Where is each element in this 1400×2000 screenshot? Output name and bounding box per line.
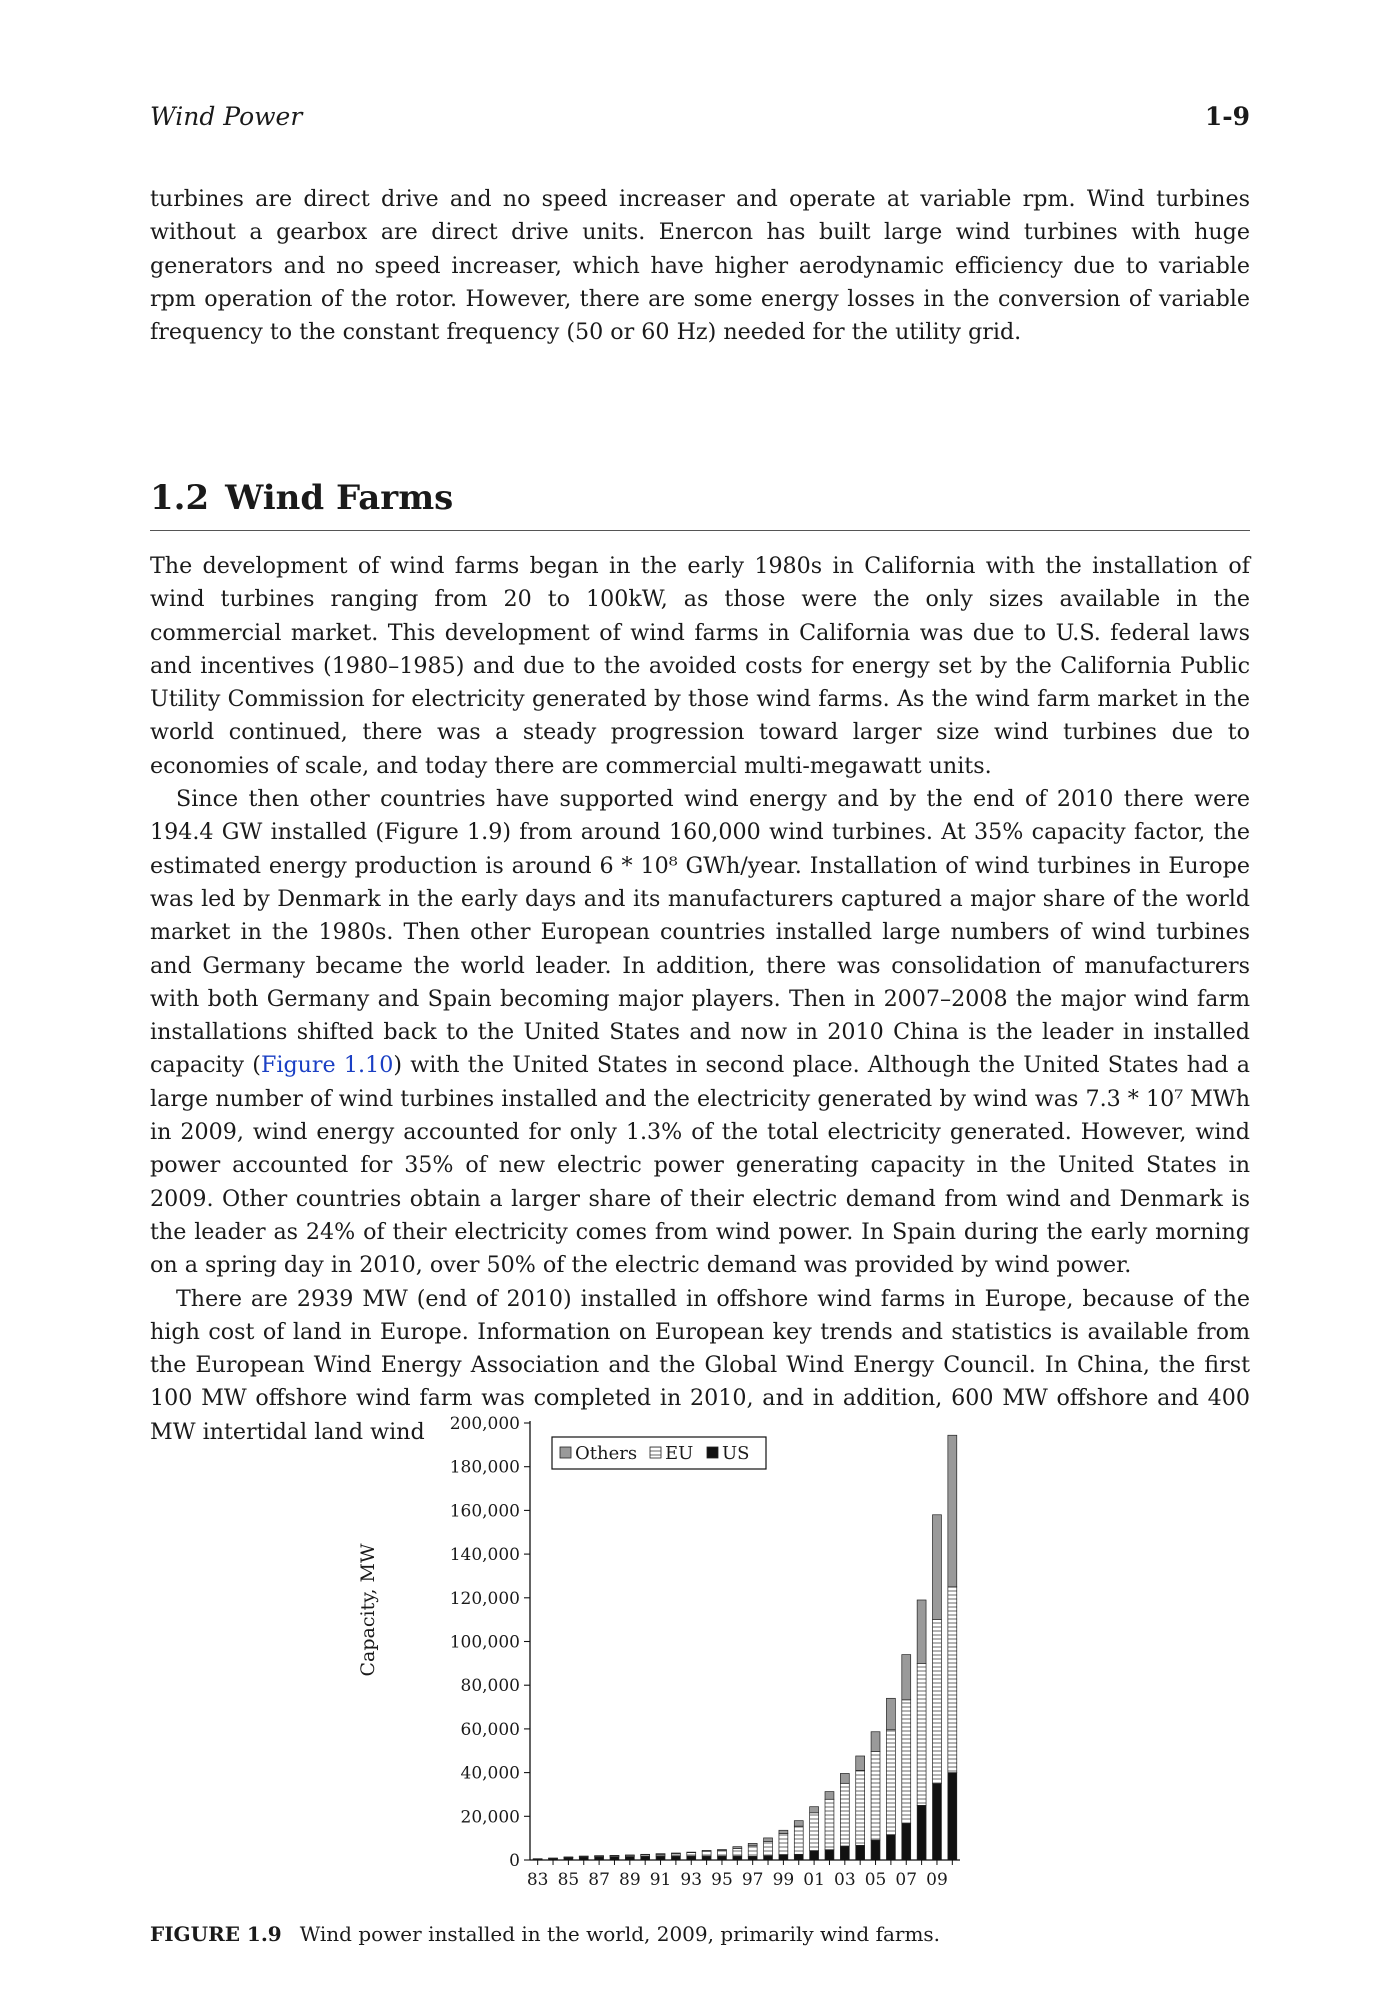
document-page (150, 100, 1250, 1980)
y-tick-label: 120,000 (449, 1588, 520, 1609)
y-tick-label: 60,000 (460, 1719, 520, 1740)
section-title: Wind Farms (225, 478, 454, 518)
bar-us-08 (917, 1805, 926, 1860)
bar-eu-96 (733, 1848, 742, 1856)
bar-others-05 (871, 1732, 880, 1752)
page-number: 1-9 (1204, 102, 1250, 131)
figure-caption-text: Wind power installed in the world, 2009, primarily wind farms. (299, 1922, 941, 1946)
bar-us-04 (856, 1845, 865, 1860)
y-tick-label: 0 (509, 1851, 520, 1871)
bar-us-10 (948, 1773, 957, 1860)
bar-others-00 (794, 1821, 803, 1826)
bar-us-06 (886, 1835, 895, 1860)
bar-us-00 (794, 1854, 803, 1860)
bar-others-91 (656, 1854, 665, 1855)
bar-others-10 (948, 1435, 957, 1587)
running-title: Wind Power (150, 102, 303, 131)
legend-swatch-us (707, 1447, 718, 1458)
running-header (150, 100, 1250, 140)
bar-us-99 (779, 1855, 788, 1860)
x-tick-label: 97 (741, 1870, 764, 1890)
bar-eu-08 (917, 1663, 926, 1805)
section-heading (150, 478, 1250, 531)
bar-others-01 (810, 1807, 819, 1813)
bar-others-90 (641, 1854, 650, 1855)
bar-others-86 (579, 1856, 588, 1857)
bar-eu-03 (840, 1783, 849, 1846)
bar-eu-05 (871, 1752, 880, 1840)
legend-label-eu: EU (665, 1443, 694, 1464)
bar-others-09 (933, 1515, 942, 1620)
bar-others-87 (595, 1856, 604, 1857)
chart-svg (350, 1305, 1050, 1905)
bar-eu-02 (825, 1799, 834, 1849)
bar-eu-01 (810, 1813, 819, 1851)
bar-others-93 (687, 1852, 696, 1853)
y-tick-label: 20,000 (460, 1807, 520, 1828)
y-axis-label: Capacity, MW (357, 1543, 379, 1677)
bar-us-09 (933, 1784, 942, 1860)
legend-label-us: US (722, 1443, 750, 1464)
y-tick-label: 40,000 (460, 1763, 520, 1784)
bar-eu-99 (779, 1834, 788, 1855)
bar-eu-00 (794, 1826, 803, 1854)
bar-eu-04 (856, 1770, 865, 1845)
bar-others-89 (625, 1855, 634, 1856)
bar-others-99 (779, 1830, 788, 1833)
bar-others-96 (733, 1847, 742, 1849)
figure-1-10-link[interactable]: Figure 1.10 (260, 1052, 394, 1079)
paragraph-2-text-b: ) with the United States in second place. Although the United States had a large number of wind turbines installed and the electricity generated by wind was 7.3 * 10⁷ MWh in 2009, wind energy accounted for only 1.3% of the total electricity generated. However, wind power accounted for 35% of new electric power generating capacity in the United States in 2009. Other countries obtain a larger share of their electric demand from wind and Denmark is the leader as 24% of their electricity comes from wind power. In Spain during the early morning on a spring day in 2010, over 50% of the electric demand was provided by wind power. (150, 1052, 1250, 1279)
bar-others-85 (564, 1857, 573, 1858)
x-tick-label: 05 (864, 1870, 887, 1890)
bar-others-98 (764, 1838, 773, 1842)
bar-eu-97 (748, 1846, 757, 1856)
bar-eu-06 (886, 1730, 895, 1835)
paragraph-2-text-a: Since then other countries have supported wind energy and by the end of 2010 there were 194.4 GW installed (Figure 1.9) from around 160,000 wind turbines. At 35% capacity factor, the estimated energy production is around 6 * 10⁸ GWh/year. Installation of wind turbines in Europe was led by Denmark in the early days and its manufacturers captured a major share of the world market in the 1980s. Then other European countries installed large numbers of wind turbines and Germany became the world leader. In addition, there was consolidation of manufacturers with both Germany and Spain becoming major players. Then in 2007–2008 the major wind farm installations shifted back to the United States and now in 2010 China is the leader in installed capacity ( (150, 786, 1250, 1079)
section-number: 1.2 (150, 478, 210, 518)
y-tick-label: 160,000 (449, 1501, 520, 1522)
axes-layer (450, 1414, 960, 1890)
bar-eu-07 (902, 1700, 911, 1823)
bar-us-07 (902, 1823, 911, 1860)
bar-us-02 (825, 1850, 834, 1860)
bar-eu-98 (764, 1842, 773, 1856)
x-tick-label: 09 (926, 1870, 948, 1890)
x-tick-label: 87 (588, 1870, 610, 1890)
bar-us-01 (810, 1851, 819, 1860)
chart-legend (552, 1437, 766, 1469)
x-tick-label: 03 (834, 1870, 856, 1890)
bar-others-95 (718, 1850, 727, 1851)
bar-others-84 (549, 1858, 558, 1859)
bar-us-05 (871, 1840, 880, 1860)
x-tick-label: 83 (526, 1870, 549, 1890)
legend-swatch-eu (650, 1447, 661, 1458)
x-tick-label: 85 (557, 1870, 580, 1890)
figure-caption (150, 1922, 1250, 1946)
y-tick-label: 200,000 (449, 1414, 520, 1434)
x-tick-label: 01 (803, 1870, 825, 1890)
y-tick-label: 140,000 (449, 1545, 520, 1566)
legend-swatch-others (560, 1447, 571, 1458)
bar-others-92 (671, 1853, 680, 1854)
bar-eu-94 (702, 1851, 711, 1856)
bar-others-07 (902, 1655, 911, 1700)
bar-eu-93 (687, 1853, 696, 1857)
x-tick-label: 95 (711, 1870, 733, 1890)
paragraph-2 (150, 783, 1250, 1282)
bar-others-03 (840, 1773, 849, 1783)
y-tick-label: 80,000 (460, 1676, 520, 1697)
x-tick-label: 07 (895, 1870, 918, 1890)
bar-others-97 (748, 1843, 757, 1845)
bar-others-08 (917, 1600, 926, 1663)
bar-eu-95 (718, 1851, 727, 1856)
bar-us-03 (840, 1846, 849, 1860)
figure-label: FIGURE 1.9 (150, 1922, 282, 1946)
bar-others-88 (610, 1855, 619, 1856)
x-tick-label: 89 (619, 1870, 641, 1890)
bar-others-06 (886, 1698, 895, 1729)
bar-eu-09 (933, 1620, 942, 1784)
bar-others-83 (533, 1859, 542, 1860)
bar-others-04 (856, 1756, 865, 1770)
paragraph-1: The development of wind farms began in the early 1980s in California with the installation of wind turbines ranging from 20 to 100kW, as those were the only sizes available in the commercial market. This development of wind farms in California was due to U.S. federal laws and incentives (1980–1985) and due to the avoided costs for energy set by the California Public Utility Commission for electricity generated by those wind farms. As the wind farm market in the world continued, there was a steady progression toward larger size wind turbines due to economies of scale, and today there are commercial multi-megawatt units. (150, 553, 1250, 779)
x-tick-label: 99 (772, 1870, 795, 1890)
paragraph-3: There are 2939 MW (end of 2010) installed in offshore wind farms in Europe, because of the high cost of land in Europe. Information on European key trends and statistics is available from the European Wind Energy Association and the Global Wind Energy Council. In China, the first 100 MW offshore wind farm was completed in 2010, and in addition, 600 MW offshore and 400 MW intertidal land wind (150, 1285, 1250, 1445)
bars-layer (533, 1435, 957, 1860)
intro-paragraph: turbines are direct drive and no speed increaser and operate at variable rpm. Wind turbines without a gearbox are direct drive units. Enercon has built large wind turbines with huge generators and no speed increaser, which have higher aerodynamic efficiency due to variable rpm operation of the rotor. However, there are some energy losses in the conversion of variable frequency to the constant frequency (50 or 60 Hz) needed for the utility grid. (150, 186, 1250, 346)
y-tick-label: 100,000 (449, 1632, 520, 1653)
bar-others-94 (702, 1850, 711, 1851)
x-tick-label: 93 (680, 1870, 703, 1890)
x-tick-label: 91 (649, 1870, 672, 1890)
legend-label-others: Others (575, 1443, 638, 1464)
bar-eu-10 (948, 1587, 957, 1773)
wind-capacity-chart (350, 1305, 1050, 1905)
y-tick-label: 180,000 (449, 1457, 520, 1478)
bar-others-02 (825, 1792, 834, 1800)
